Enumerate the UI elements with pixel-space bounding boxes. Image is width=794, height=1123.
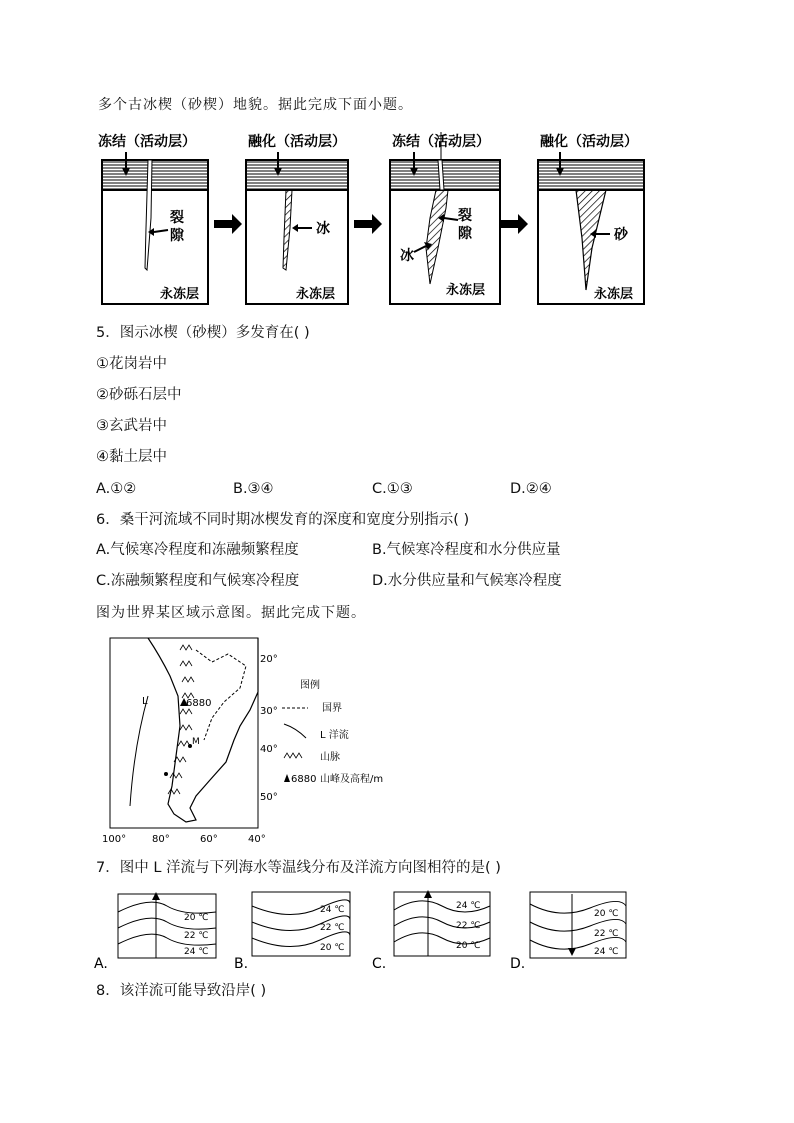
panel-2-bottom: 永冻层	[296, 287, 336, 302]
c-temp-3: 20 ℃	[456, 941, 481, 951]
lon-label-100: 100°	[102, 834, 127, 845]
panel-1-label-1: 裂	[170, 210, 184, 226]
q7-letter-d: D.	[510, 956, 526, 972]
panel-2-label-1: 冰	[316, 221, 330, 237]
map-legend	[282, 678, 383, 785]
legend-current: L 洋流	[320, 730, 349, 741]
lat-label-20: 20°	[260, 654, 278, 665]
q6-option-c[interactable]: C.冻融频繁程度和气候寒冷程度	[96, 573, 300, 589]
isotherm-diagrams	[90, 888, 640, 972]
legend-peak: 山峰及高程/m	[320, 774, 384, 785]
arrow-3	[500, 214, 528, 234]
q6-stem: 6．桑干河流域不同时期冰楔发育的深度和宽度分别指示( )	[96, 512, 470, 528]
legend-border: 国界	[322, 703, 342, 714]
b-temp-3: 20 ℃	[320, 943, 345, 953]
option-a-diagram[interactable]	[94, 892, 216, 972]
q5-item-2: ②砂砾石层中	[96, 387, 182, 403]
lat-label-50: 50°	[260, 792, 278, 803]
b-temp-1: 24 ℃	[320, 905, 345, 915]
intro-text-map: 图为世界某区域示意图。据此完成下题。	[96, 605, 366, 621]
panel-3-label-1: 裂	[458, 208, 472, 224]
wedge-panel-4	[538, 133, 644, 304]
panel-3-label-2: 隙	[458, 226, 472, 242]
panel-3-label-3: 冰	[400, 248, 414, 264]
peak-label: 6880	[186, 698, 212, 709]
wedge-panel-3	[390, 132, 500, 304]
q7-stem: 7．图中 L 洋流与下列海水等温线分布及洋流方向图相符的是( )	[96, 860, 501, 876]
wedge-panel-1	[98, 133, 208, 304]
d-temp-1: 20 ℃	[594, 909, 619, 919]
arrow-1	[214, 214, 242, 234]
panel-3-bottom: 永冻层	[446, 283, 486, 298]
arrow-2	[354, 214, 382, 234]
q5-item-3: ③玄武岩中	[96, 418, 167, 434]
panel-4-bottom: 永冻层	[594, 287, 634, 302]
b-temp-2: 22 ℃	[320, 923, 345, 933]
panel-3-title: 冻结（活动层）	[392, 134, 490, 150]
q5-option-b[interactable]: B.③④	[233, 481, 274, 497]
q5-stem: 5．图示冰楔（砂楔）多发育在( )	[96, 325, 310, 341]
panel-1-title: 冻结（活动层）	[98, 134, 196, 150]
south-america-map	[100, 636, 400, 846]
q5-option-d[interactable]: D.②④	[510, 481, 552, 497]
panel-2-title: 融化（活动层）	[248, 134, 346, 150]
lon-label-80: 80°	[152, 834, 170, 845]
ice-wedge-diagram	[96, 128, 656, 310]
q6-option-b[interactable]: B.气候寒冷程度和水分供应量	[372, 542, 561, 558]
legend-peak-value: 6880	[291, 774, 317, 785]
q7-letter-a: A.	[94, 956, 108, 972]
current-label-l: L	[142, 696, 148, 707]
q5-option-c[interactable]: C.①③	[372, 481, 413, 497]
legend-title: 图例	[300, 680, 320, 691]
c-temp-1: 24 ℃	[456, 901, 481, 911]
lat-label-30: 30°	[260, 706, 278, 717]
panel-4-title: 融化（活动层）	[540, 134, 638, 150]
c-temp-2: 22 ℃	[456, 921, 481, 931]
d-temp-3: 24 ℃	[594, 947, 619, 957]
point-m-label: M	[192, 737, 200, 747]
lon-label-60: 60°	[200, 834, 218, 845]
lat-label-40: 40°	[260, 744, 278, 755]
a-temp-3: 24 ℃	[184, 947, 209, 957]
q6-option-a[interactable]: A.气候寒冷程度和冻融频繁程度	[96, 542, 299, 558]
q5-item-4: ④黏土层中	[96, 449, 167, 465]
a-temp-2: 22 ℃	[184, 931, 209, 941]
option-d-diagram[interactable]	[510, 892, 626, 972]
q7-letter-c: C.	[372, 956, 387, 972]
q7-letter-b: B.	[234, 956, 249, 972]
a-temp-1: 20 ℃	[184, 913, 209, 923]
option-b-diagram[interactable]	[234, 892, 350, 972]
legend-peak-icon	[284, 774, 290, 782]
lon-label-40: 40°	[248, 834, 266, 845]
d-temp-2: 22 ℃	[594, 929, 619, 939]
panel-4-label-1: 砂	[614, 227, 628, 243]
q5-item-1: ①花岗岩中	[96, 356, 167, 372]
wedge-panel-2	[246, 133, 348, 304]
q5-option-a[interactable]: A.①②	[96, 481, 137, 497]
panel-1-label-2: 隙	[170, 228, 184, 244]
panel-1-bottom: 永冻层	[160, 287, 200, 302]
q8-stem: 8．该洋流可能导致沿岸( )	[96, 983, 267, 999]
intro-text-wedge: 多个古冰楔（砂楔）地貌。据此完成下面小题。	[98, 97, 413, 113]
option-c-diagram[interactable]	[372, 890, 490, 972]
legend-mountain: 山脉	[320, 752, 340, 763]
q6-option-d[interactable]: D.水分供应量和气候寒冷程度	[372, 573, 562, 589]
